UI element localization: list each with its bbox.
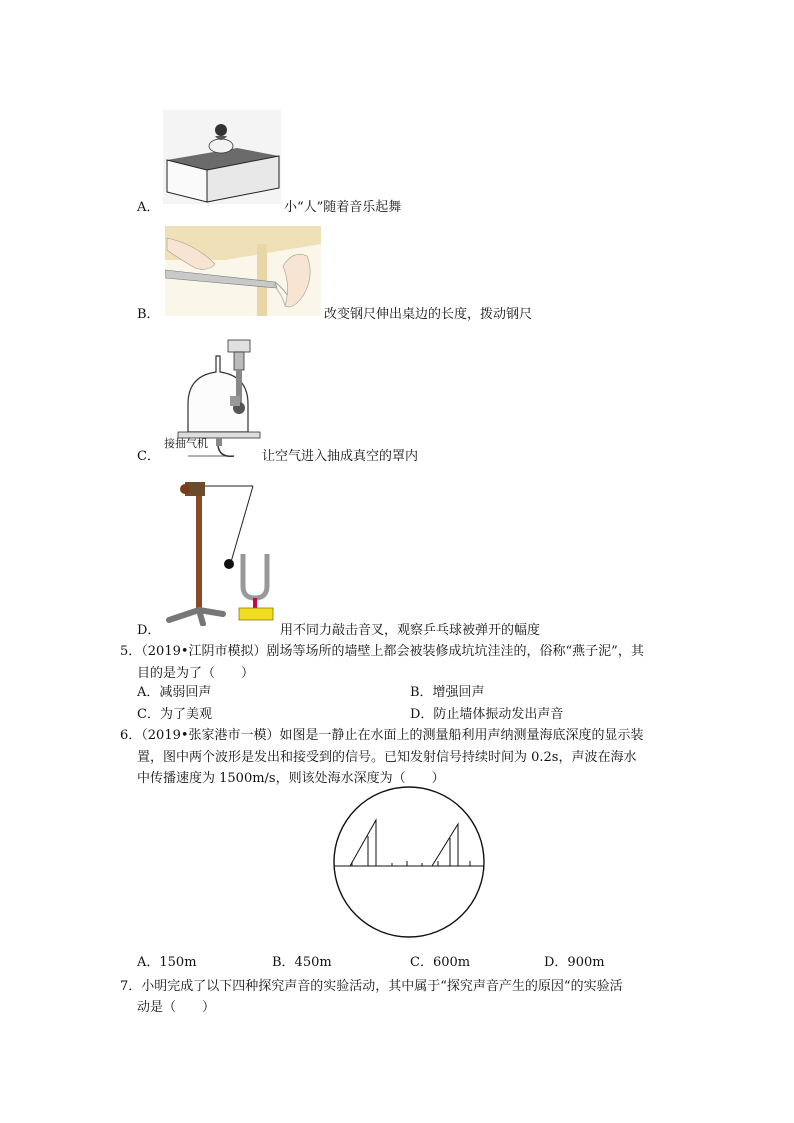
option-d-caption: 用不同力敲击音叉，观察乒乓球被弹开的幅度 xyxy=(280,623,541,638)
q6-choice-c: C．600m xyxy=(410,955,471,970)
q5-line-1: 5．（2019•江阴市模拟）剧场等场所的墙壁上都会被装修成坑坑洼洼的，俗称“燕子泥”，其 xyxy=(120,644,644,659)
sonar-display-diagram xyxy=(332,784,486,940)
q5-choice-a: A．减弱回声 xyxy=(137,685,212,700)
dancing-figure-icon xyxy=(163,110,281,204)
q6-line-3: 中传播速度为 1500m/s，则该处海水深度为（ ） xyxy=(137,771,445,786)
option-d-image xyxy=(163,474,278,626)
option-c-caption: 让空气进入抽成真空的罩内 xyxy=(262,449,419,464)
q7-line-1: 7．小明完成了以下四种探究声音的实验活动，其中属于“探究声音产生的原因“的实验活 xyxy=(120,979,623,994)
option-a-caption: 小“人”随着音乐起舞 xyxy=(284,200,402,215)
option-c-letter: C． xyxy=(137,449,160,464)
tuning-fork-pendulum-icon xyxy=(163,474,278,626)
option-d-letter: D． xyxy=(137,623,161,638)
option-b-letter: B． xyxy=(137,307,160,322)
q5-line-2: 目的是为了（ ） xyxy=(137,666,255,681)
q6-line-2: 置，图中两个波形是发出和接受到的信号。已知发射信号持续时间为 0.2s，声波在海水 xyxy=(137,750,637,765)
q6-choice-d: D．900m xyxy=(544,955,605,970)
q5-choice-c: C．为了美观 xyxy=(137,707,212,722)
q6-choice-b: B．450m xyxy=(272,955,332,970)
option-b-caption: 改变钢尺伸出桌边的长度，拨动钢尺 xyxy=(324,307,533,322)
ruler-on-desk-icon xyxy=(165,226,321,316)
q6-choice-a: A．150m xyxy=(137,955,197,970)
q6-line-1: 6．（2019•张家港市一模）如图是一静止在水面上的测量船利用声纳测量海底深度的显示装 xyxy=(120,728,644,743)
q5-choice-d: D．防止墙体振动发出声音 xyxy=(410,707,564,722)
option-a-letter: A． xyxy=(137,200,160,215)
option-b-image xyxy=(165,226,321,316)
q5-choice-b: B．增强回声 xyxy=(410,685,485,700)
option-a-image xyxy=(163,110,281,204)
q7-line-2: 动是（ ） xyxy=(137,1000,216,1015)
vacuum-pump-label: 接抽气机 xyxy=(164,437,208,450)
